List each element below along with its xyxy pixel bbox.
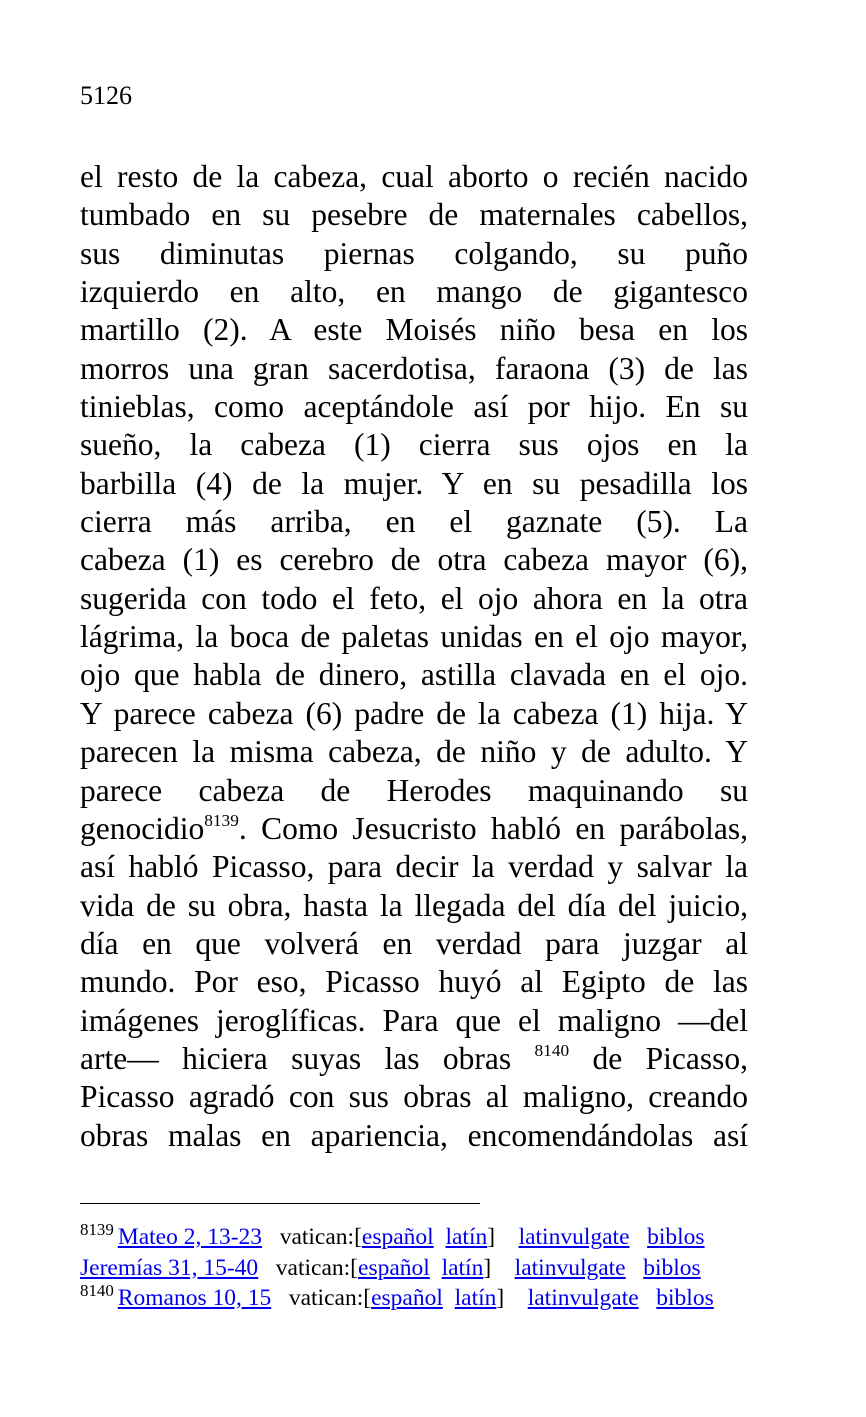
text-line: sus diminutas piernas colgando, su puño (80, 235, 748, 271)
biblos-link[interactable]: biblos (647, 1224, 705, 1250)
footnote-number: 8139 (80, 1219, 114, 1239)
footnotes (80, 1219, 748, 1314)
text-line: así habló Picasso, para decir la verdad y salvar la (80, 849, 748, 885)
footnote-ref-link[interactable]: Mateo 2, 13-23 (117, 1224, 263, 1250)
latin-link[interactable]: latín (441, 1254, 484, 1281)
footnote-8140 (80, 1280, 748, 1314)
page-number: 5126 (80, 81, 132, 110)
bracket-close: ] (483, 1254, 492, 1281)
footnote-separator (80, 1203, 480, 1204)
footnote-marker: 8140 (534, 1040, 570, 1060)
text-line: martillo (2). A este Moisés niño besa en los (80, 312, 748, 348)
text-line: lágrima, la boca de paletas unidas en el ojo mayor, (80, 619, 748, 655)
vatican-label: vatican:[ (279, 1224, 362, 1250)
text-fragment: . Como Jesucristo habló en parábolas, (238, 810, 748, 846)
text-line: ojo que habla de dinero, astilla clavada en el ojo. (80, 657, 748, 693)
text-line: imágenes jeroglíficas. Para que el maligno —del (80, 1002, 748, 1038)
footnote-marker: 8139 (204, 810, 239, 830)
latin-link[interactable]: latín (454, 1285, 497, 1311)
text-line: vida de su obra, hasta la llegada del día del juicio, (80, 887, 748, 923)
text-line: obras malas en apariencia, encomendándolas así (80, 1117, 748, 1153)
espanol-link[interactable]: español (371, 1285, 443, 1311)
footnote-number: 8140 (80, 1280, 114, 1300)
text-line: Picasso agradó con sus obras al maligno, creando (80, 1079, 748, 1115)
text-line: el resto de la cabeza, cual aborto o recién nacido (80, 159, 748, 194)
text-line: cierra más arriba, en el gaznate (5). La (80, 504, 748, 540)
espanol-link[interactable]: español (361, 1224, 434, 1250)
text-line: barbilla (4) de la mujer. Y en su pesadilla los (80, 465, 748, 501)
text-fragment: de Picasso, (592, 1040, 749, 1076)
latin-link[interactable]: latín (445, 1224, 488, 1250)
bracket-close: ] (496, 1285, 505, 1311)
text-line: sueño, la cabeza (1) cierra sus ojos en la (80, 427, 748, 463)
text-line: morros una gran sacerdotisa, faraona (3) de las (80, 350, 748, 386)
espanol-link[interactable]: español (358, 1254, 430, 1281)
text-line: cabeza (1) es cerebro de otra cabeza mayor (6), (80, 542, 748, 578)
vatican-label: vatican:[ (288, 1285, 372, 1311)
footnote-8139 (80, 1219, 748, 1253)
body-text (80, 158, 748, 1155)
text-line: día en que volverá en verdad para juzgar al (80, 925, 748, 961)
latinvulgate-link[interactable]: latinvulgate (514, 1254, 626, 1281)
text-line-with-footnote (80, 1040, 748, 1078)
text-line: mundo. Por eso, Picasso huyó al Egipto de las (80, 964, 748, 1000)
text-line: tinieblas, como aceptándole así por hijo. En su (80, 389, 748, 425)
text-line: parecen la misma cabeza, de niño y de adulto. Y (80, 734, 748, 770)
footnote-ref-link[interactable]: Jeremías 31, 15-40 (80, 1254, 259, 1281)
latinvulgate-link[interactable]: latinvulgate (518, 1224, 630, 1250)
text-line: Y parece cabeza (6) padre de la cabeza (1) hija. Y (80, 695, 748, 731)
biblos-link[interactable]: biblos (643, 1254, 701, 1281)
vatican-label: vatican:[ (275, 1254, 359, 1281)
footnote-8139-continued (80, 1253, 748, 1284)
text-line: izquierdo en alto, en mango de gigantesco (80, 274, 748, 310)
text-line: sugerida con todo el feto, el ojo ahora en la otra (80, 580, 748, 616)
footnote-ref-link[interactable]: Romanos 10, 15 (117, 1285, 272, 1311)
text-fragment: arte— hiciera suyas las obras (80, 1040, 512, 1076)
biblos-link[interactable]: biblos (656, 1285, 714, 1311)
bracket-close: ] (487, 1224, 496, 1250)
text-line: parece cabeza de Herodes maquinando su (80, 772, 748, 808)
text-line: tumbado en su pesebre de maternales cabellos, (80, 197, 748, 233)
text-fragment: genocidio (80, 810, 205, 846)
text-line-with-footnote (80, 810, 748, 848)
latinvulgate-link[interactable]: latinvulgate (527, 1285, 639, 1311)
